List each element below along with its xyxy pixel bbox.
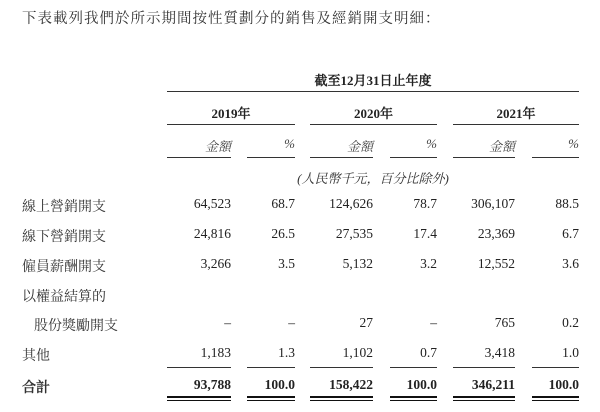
table-cell: 6.7 (562, 226, 579, 241)
divider (247, 367, 295, 368)
divider (453, 157, 515, 158)
divider (247, 157, 295, 158)
table-cell: 27 (359, 315, 373, 330)
divider (390, 367, 437, 368)
row-label: 以權益結算的 (22, 290, 106, 305)
divider (167, 367, 231, 368)
table-cell: 0.2 (562, 315, 579, 330)
table-cell: – (288, 315, 295, 330)
table-cell: 3,418 (484, 345, 515, 360)
row-label: 線下營銷開支 (22, 230, 106, 245)
table-cell: 1.3 (278, 345, 295, 360)
double-underline (532, 396, 579, 401)
double-underline (167, 396, 231, 401)
year-header: 2020年 (353, 106, 393, 121)
intro-text: 下表載列我們於所示期間按性質劃分的銷售及經銷開支明細： (22, 11, 441, 27)
percent-header: % (426, 136, 437, 151)
divider (310, 124, 437, 125)
table-cell: 3,266 (200, 256, 231, 271)
table-cell: 17.4 (413, 226, 437, 241)
percent-header: % (568, 136, 579, 151)
double-underline (247, 396, 295, 401)
amount-header: 金額 (488, 139, 515, 154)
divider (453, 124, 579, 125)
table-cell: 23,369 (477, 226, 515, 241)
year-header: 2019年 (211, 106, 251, 121)
table-cell: 0.7 (420, 345, 437, 360)
divider (532, 157, 579, 158)
row-label: 線上營銷開支 (22, 200, 106, 215)
table-cell: 1,183 (200, 345, 231, 360)
divider (390, 157, 437, 158)
row-label: 僱員薪酬開支 (22, 260, 106, 275)
table-cell: 3.5 (278, 256, 295, 271)
divider (167, 157, 231, 158)
amount-header: 金額 (204, 139, 231, 154)
table-cell: 124,626 (329, 196, 373, 211)
table-cell: 1,102 (342, 345, 373, 360)
table-cell: 12,552 (477, 256, 515, 271)
total-cell: 100.0 (264, 377, 295, 392)
double-underline (453, 396, 515, 401)
table-cell: 64,523 (193, 196, 231, 211)
total-label: 合計 (22, 381, 50, 396)
table-cell: 1.0 (562, 345, 579, 360)
row-label: 股份獎勵開支 (34, 319, 118, 334)
table-cell: 24,816 (193, 226, 231, 241)
divider (453, 367, 515, 368)
row-label: 其他 (22, 349, 50, 364)
amount-header: 金額 (346, 139, 373, 154)
table-cell: 68.7 (271, 196, 295, 211)
total-cell: 158,422 (329, 377, 373, 392)
table-cell: 5,132 (342, 256, 373, 271)
table-cell: 306,107 (471, 196, 515, 211)
total-cell: 346,211 (471, 377, 515, 392)
table-cell: 88.5 (555, 196, 579, 211)
divider (310, 157, 373, 158)
divider (532, 367, 579, 368)
year-header: 2021年 (496, 106, 536, 121)
percent-header: % (284, 136, 295, 151)
table-cell: 3.6 (562, 256, 579, 271)
period-header: 截至12月31日止年度 (314, 73, 432, 88)
table-cell: 78.7 (413, 196, 437, 211)
table-cell: 3.2 (420, 256, 437, 271)
table-cell: 27,535 (335, 226, 373, 241)
total-cell: 93,788 (193, 377, 231, 392)
divider (167, 91, 579, 92)
double-underline (390, 396, 437, 401)
table-cell: 765 (494, 315, 515, 330)
table-cell: – (224, 315, 231, 330)
total-cell: 100.0 (406, 377, 437, 392)
table-cell: – (430, 315, 437, 330)
divider (310, 367, 373, 368)
double-underline (310, 396, 373, 401)
total-cell: 100.0 (548, 377, 579, 392)
divider (167, 124, 295, 125)
unit-note: (人民幣千元，百分比除外) (297, 171, 449, 186)
table-cell: 26.5 (271, 226, 295, 241)
